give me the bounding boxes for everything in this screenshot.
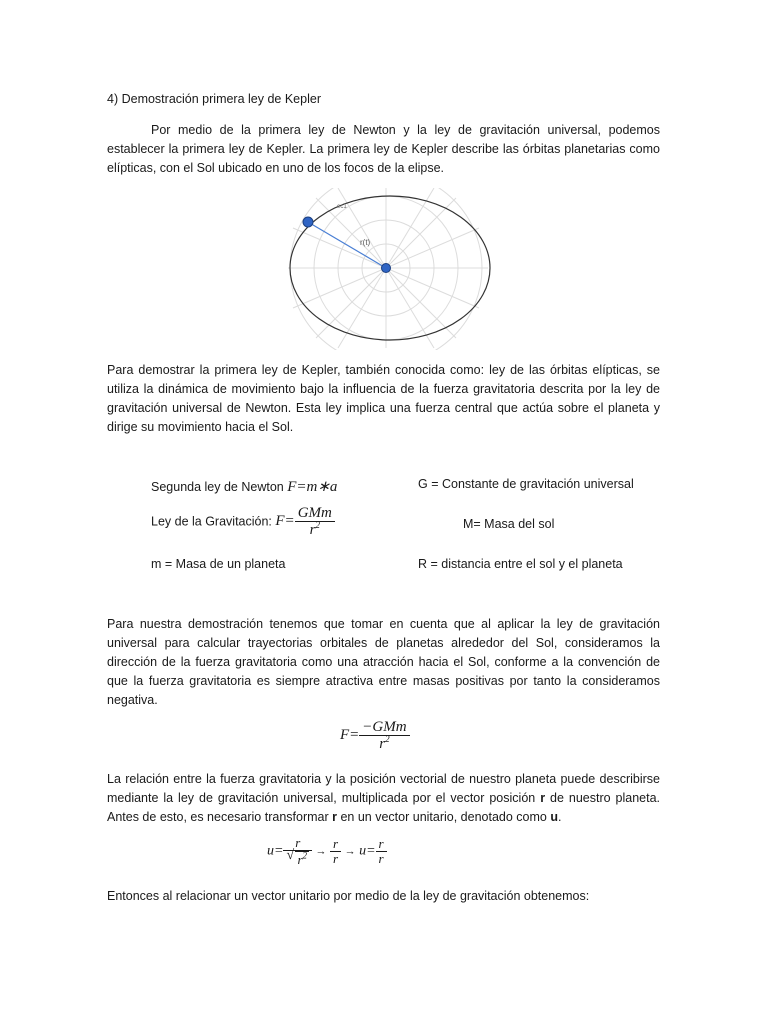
unit-vector-equation	[267, 836, 387, 867]
gravitation-denominator: $r^2$	[309, 520, 320, 538]
newton-law-row	[151, 477, 337, 496]
orbit-label: ec1	[337, 204, 347, 210]
planet-marker	[303, 217, 313, 227]
radius-label: r(t)	[360, 238, 371, 247]
negative-force-equation	[340, 719, 410, 752]
gravitation-law-row	[151, 505, 335, 538]
paragraph-conclusion: Entonces al relacionar un vector unitario por medio de la ley de gravitación obtenemos:	[107, 889, 590, 903]
unit-eq-fraction-3: $\frac{r}{r}$	[376, 837, 387, 866]
newton-law-equation: F=m∗a	[287, 479, 338, 495]
negative-eq-numerator: −GMm	[359, 719, 409, 736]
unit-eq-u1: u=	[267, 843, 284, 859]
paragraph-unit-vector: La relación entre la fuerza gravitatoria y la posición vectorial de nuestro planeta puede describirse mediante la ley de gravitación universal, multiplicada por el vector posición r de nuestro planeta. Antes de esto, es necesario transformar r en un vector unitario, denotado como u.	[107, 772, 661, 824]
unit-eq-u2: u=	[359, 843, 376, 859]
unit-eq-arrow-1: →	[315, 845, 327, 858]
unit-eq-fraction-2: $\frac{r}{r}$	[330, 837, 341, 866]
m-definition: m = Masa de un planeta	[151, 557, 286, 571]
negative-eq-denominator: $r^2$	[379, 734, 390, 752]
newton-law-label: Segunda ley de Newton	[151, 480, 284, 494]
negative-eq-fraction	[359, 719, 409, 752]
gravitation-eq-lhs: F=	[275, 513, 295, 529]
paragraph-intro: Por medio de la primera ley de Newton y la ley de gravitación universal, podemos establecer la primera ley de Kepler. La primera ley de Kepler describe las órbitas planetarias como elípticas, con el Sol ubicado en uno de los focos de la elipse.	[107, 123, 660, 175]
R-definition: R = distancia entre el sol y el planeta	[418, 557, 623, 571]
paragraph-dynamics: Para demostrar la primera ley de Kepler, también conocida como: ley de las órbitas elípticas, se utiliza la dinámica de movimiento bajo la influencia de la fuerza gravitatoria descrita por la ley de gravitación universal de Newton. Esta ley implica una fuerza central que actúa sobre el planeta y dirige su movimiento hacia el Sol.	[107, 363, 660, 434]
sun-marker	[382, 264, 391, 273]
unit-eq-arrow-2: →	[344, 845, 356, 858]
unit-eq-fraction-1: r √ $r^2$	[283, 836, 312, 867]
negative-eq-lhs: F=	[340, 727, 360, 743]
section-heading: 4) Demostración primera ley de Kepler	[107, 92, 321, 106]
M-definition: M= Masa del sol	[463, 517, 555, 531]
gravitation-numerator: GMm	[295, 505, 335, 522]
g-definition: G = Constante de gravitación universal	[418, 477, 634, 491]
gravitation-fraction	[295, 505, 335, 538]
paragraph-convention: Para nuestra demostración tenemos que tomar en cuenta que al aplicar la ley de gravitación universal para calcular trayectorias orbitales de planetas alrededor del Sol, consideramos la dirección de la fuerza gravitatoria como una atracción hacia el Sol, conforme a la convención de que la fuerza gravitatoria es siempre atractiva entre masas positivas por tanto la consideramos negativa.	[107, 617, 660, 707]
gravitation-law-label: Ley de la Gravitación:	[151, 514, 272, 529]
orbit-figure	[278, 188, 498, 350]
